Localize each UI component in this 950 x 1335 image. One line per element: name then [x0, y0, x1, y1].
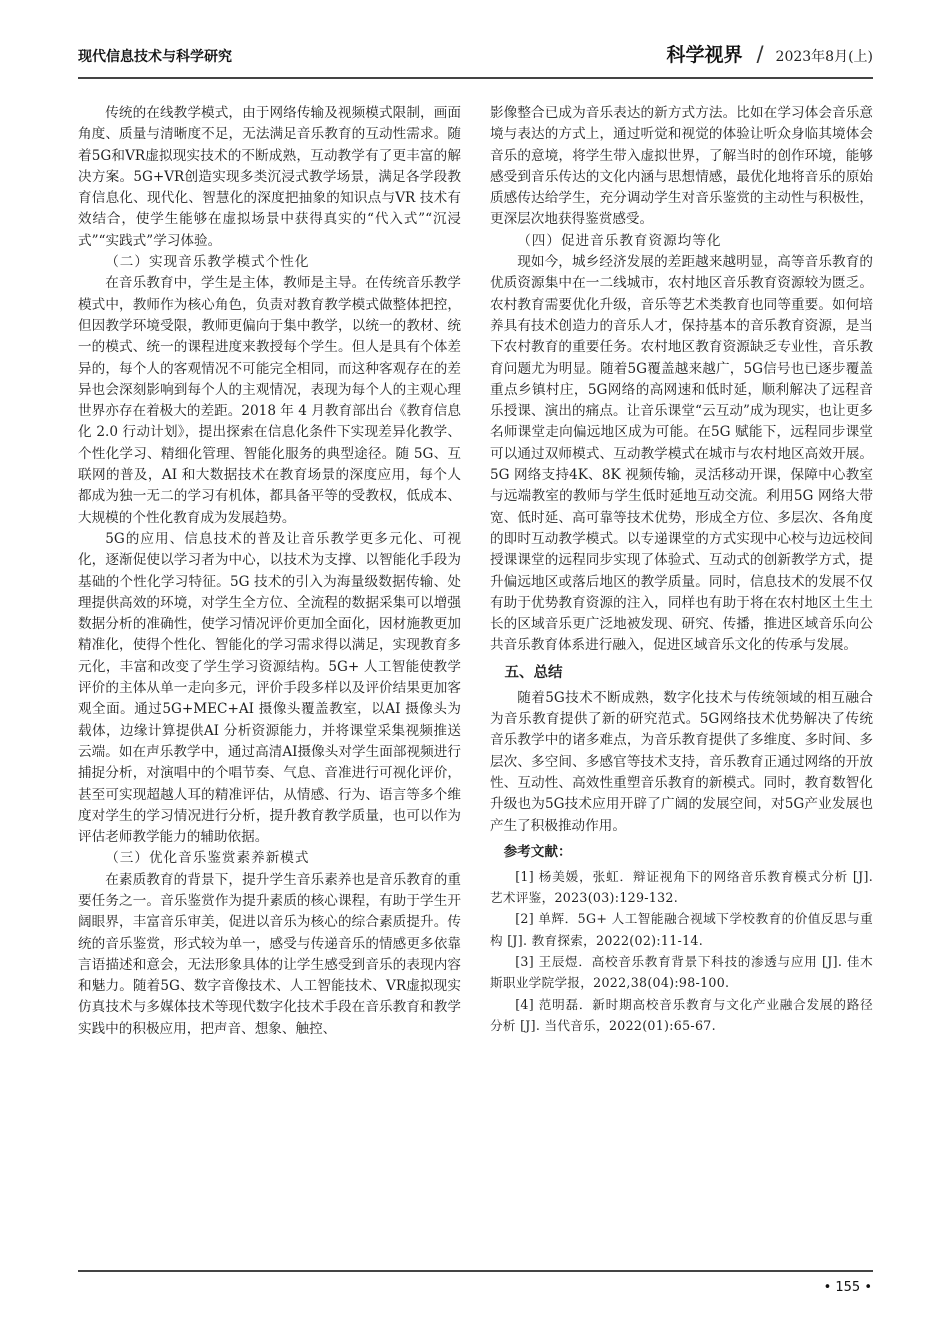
reference-item: [2] 单辉．5G+ 人工智能融合视域下学校教育的价值反思与重构 [J]. 教育探索，2022(02):11-14.: [490, 911, 873, 948]
paragraph: 传统的在线教学模式，由于网络传输及视频模式限制，画面角度、质量与清晰度不足，无法满足音乐教育的互动性需求。随着5G和VR虚拟现实技术的不断成熟，互动教学有了更丰富的解决方案。5G+VR创造实现多类沉浸式教学场景，满足各学段教育信息化、现代化、智慧化的深度把抽象的知识点与VR 技术有效结合，使学生能够在虚拟场景中获得真实的“代入式”“沉浸式”“实践式”学习体验。: [78, 105, 461, 249]
subsection-heading-3: （三）优化音乐鉴赏素养新模式: [105, 850, 310, 867]
header-right: [666, 40, 873, 67]
header-rule: [78, 77, 873, 79]
paragraph: 影像整合已成为音乐表达的新方式方法。比如在学习体会音乐意境与表达的方式上，通过听觉和视觉的体验让听众身临其境体会音乐的意境，将学生带入虚拟世界，了解当时的创作环境，能够感受到音乐传达的文化内涵与思想情感，最优化地将音乐的原始质感传达给学生，充分调动学生对音乐鉴赏的主动性与积极性，更深层次地获得鉴赏感受。: [490, 105, 873, 228]
paragraph: 现如今，城乡经济发展的差距越来越明显，高等音乐教育的优质资源集中在一二线城市，农村地区音乐教育资源较为匮乏。农村教育需要优化升级，音乐等艺术类教育也同等重要。如何培养具有技术创造力的音乐人才，保持基本的音乐教育资源，是当下农村教育的重要任务。农村地区教育资源缺乏专业性，音乐教育问题尤为明显。随着5G覆盖越来越广，5G信号也已逐步覆盖重点乡镇村庄，5G网络的高网速和低时延，顺利解决了远程音乐授课、演出的痛点。让音乐课堂“云互动”成为现实，也让更多名师课堂走向偏远地区成为可能。在5G 赋能下，远程同步课堂可以通过双师模式、互动教学模式在城市与农村地区高效开展。5G 网络支持4K、8K 视频传输，灵活移动开课，保障中心教室与远端教室的教师与学生低时延地互动交流。利用5G 网络大带宽、低时延、高可靠等技术优势，形成全方位、多层次、各角度的即时互动教学模式。以专递课堂的方式实现中心校与边远校间授课课堂的远程同步实现了体验式、互动式的创新教学方式，提升偏远地区或落后地区的教学质量。同时，信息技术的发展不仅有助于优势教育资源的注入，同样也有助于将在农村地区土生土长的区域音乐更广泛地被发现、研究、传播，推进区域音乐向公共音乐教育体系进行融入，促进区域音乐文化的传承与发展。: [490, 254, 873, 654]
reference-item: [1] 杨美媛，张虹．辩证视角下的网络音乐教育模式分析 [J]. 艺术评鉴，2023(03):129-132.: [490, 868, 873, 906]
right-column: [490, 103, 873, 1036]
left-column: [78, 103, 461, 1040]
journal-section-title: 现代信息技术与科学研究: [78, 49, 232, 65]
issue-date: 2023年8月(上): [775, 49, 873, 65]
reference-item: [3] 王辰煜．高校音乐教育背景下科技的渗透与应用 [J]. 佳木斯职业学院学报，2022,38(04):98-100.: [490, 953, 873, 991]
paragraph: 在音乐教育中，学生是主体，教师是主导。在传统音乐教学模式中，教师作为核心角色，负责对教育教学模式做整体把控，但因教学环境受限，教师更偏向于集中教学，以统一的教材、统一的模式、统一的课程进度来教授每个学生。但人是具有个体差异的，每个人的客观情况不可能完全相同，而这种客观存在的差异也会深刻影响到每个人的主观情况，表现为每个人的主观心理世界亦存在着极大的差距。2018 年 4 月教育部出台《教育信息化 2.0 行动计划》，提出探索在信息化条件下实现差异化教学、个性化学习、精细化管理、智能化服务的典型途径。随 5G、互联网的普及，AI 和大数据技术在教育场景的深度应用，每个人都成为独一无二的学习有机体，都具备平等的受教权，低成本、大规模的个性化教育成为发展趋势。: [78, 275, 461, 526]
page-number: • 155 •: [823, 1280, 872, 1295]
section-heading-conclusion: 五、总结: [504, 664, 563, 681]
references-list: [490, 866, 873, 1036]
references-heading: 参考文献：: [503, 843, 572, 860]
reference-item: [4] 范明磊．新时期高校音乐教育与文化产业融合发展的路径分析 [J]. 当代音乐，2022(01):65-67.: [490, 996, 873, 1033]
paragraph: 在素质教育的背景下，提升学生音乐素养也是音乐教育的重要任务之一。音乐鉴赏作为提升素质的核心课程，有助于学生开阔眼界，丰富音乐审美，促进以音乐为核心的综合素质提升。传统的音乐鉴赏，形式较为单一，感受与传递音乐的情感更多依靠言语描述和意会，无法形象具体的让学生感受到音乐的表现内容和魅力。随着5G、数字音像技术、人工智能技术、VR虚拟现实仿真技术与多媒体技术等现代数字化技术手段在音乐教育和教学实践中的积极应用，把声音、想象、触控、: [78, 871, 461, 1037]
subsection-heading-4: （四）促进音乐教育资源均等化: [517, 232, 722, 249]
paragraph: 5G的应用、信息技术的普及让音乐教学更多元化、可视化，逐渐促使以学习者为中心，以技术为支撑、以智能化手段为基础的个性化学习特征。5G 技术的引入为海量级数据传输、处理提供高效的环境，对学生全方位、全流程的数据采集可以增强数据分析的准确性，使学习情况评价更加全面化，因材施教更加精准化，使得个性化、智能化的学习需求得以满足，实现教育多元化，丰富和改变了学生学习资源结构。5G+ 人工智能使教学评价的主体从单一走向多元，评价手段多样以及评价结果更加客观全面。通过5G+MEC+AI 摄像头覆盖教室，以AI 摄像头为载体，边缘计算提供AI 分析资源能力，并将课堂采集视频推送云端。如在声乐教学中，通过高清AI摄像头对学生面部视频进行捕捉分析，对演唱中的个唱节奏、气息、音准进行可视化评价，甚至可实现超越人耳的精准评估，从情感、行为、语言等多个维度对学生的学习情况进行分析，提升教育教学质量，也可以作为评估老师教学能力的辅助依据。: [78, 530, 461, 846]
magazine-title: 科学视界: [666, 44, 743, 66]
header-separator: /: [756, 42, 764, 66]
paragraph: 随着5G技术不断成熟，数字化技术与传统领域的相互融合为音乐教育提供了新的研究范式。5G网络技术优势解决了传统音乐教学中的诸多难点，为音乐教育提供了多维度、多时间、多层次、多空间、多感官等技术支持，音乐教育正通过网络的开放性、互动性、高效性重塑音乐教育的新模式。同时，教育数智化升级也为5G技术应用开辟了广阔的发展空间，对5G产业发展也产生了积极推动作用。: [490, 689, 873, 834]
footer-rule: [78, 1270, 873, 1272]
subsection-heading-2: （二）实现音乐教学模式个性化: [105, 254, 310, 271]
page-header: [78, 38, 873, 78]
